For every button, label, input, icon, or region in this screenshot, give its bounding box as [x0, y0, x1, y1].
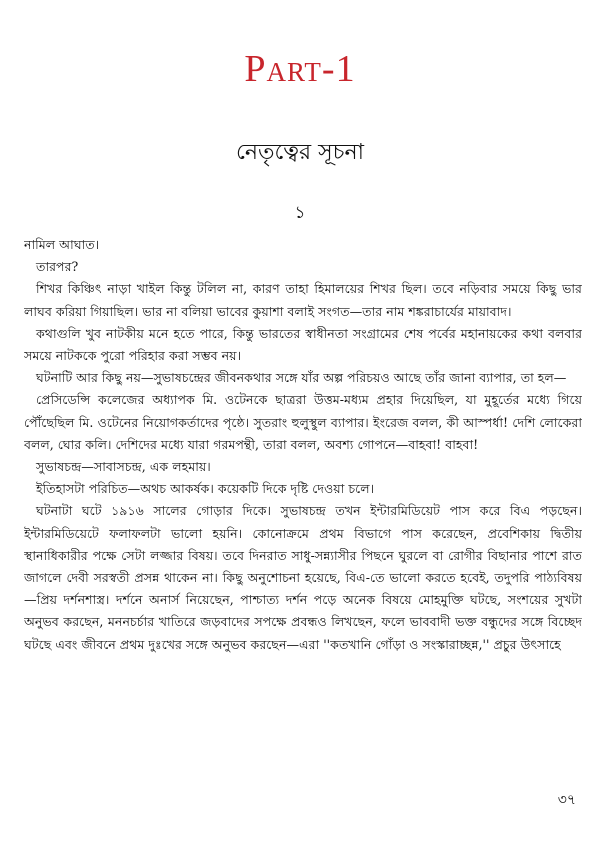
- chapter-title: নেতৃত্বের সূচনা: [235, 140, 365, 165]
- paragraph: ঘটনাটি আর কিছু নয়—সুভাষচন্দ্রের জীবনকথার সঙ্গে যাঁর অল্প পরিচয়ও আছে তাঁর জানা ব্যাপার, তা হল—: [36, 370, 567, 386]
- section-number: ১: [294, 203, 306, 223]
- body-text: [24, 234, 582, 774]
- paragraph: ঘটনাটা ঘটে ১৯১৬ সালের গোড়ার দিকে। সুভাষচন্দ্র তখন ইন্টারমিডিয়েট পাস করে বিএ পড়ছেন। ইন্টারমিডিয়েটে ফলাফলটা ভালো হয়নি। কোনোক্রমে প্রথম বিভাগে পাস করেছেন, প্রবেশিকায় দ্বিতীয় স্থানাধিকারীর পক্ষে সেটা লজ্জার বিষয়। তবে দিনরাত সাধু-সন্ন্যাসীর পিছনে ঘুরলে বা রোগীর বিছানার পাশে রাত জাগলে দেবী সরস্বতী প্রসন্ন থাকেন না। কিছু অনুশোচনা হয়েছে, বিএ-তে ভালো করতে হবেই, তদুপরি পাঠ্যবিষয়—প্রিয় দর্শনশাস্ত্র। দর্শনে অনার্স নিয়েছেন, পাশ্চাত্য দর্শন পড়ে অনেক বিষয়ে মোহমুক্তি ঘটছে, সংশয়ের সুখটা অনুভব করছেন, মননচর্চার খাতিরে জড়বাদের সপক্ষে প্রবন্ধও লিখছেন, ফলে ভাববাদী ভক্ত বন্ধুদের সঙ্গে বিচ্ছেদ ঘটছে এবং জীবনে প্রথম দুঃখের সঙ্গে অনুভব করছেন—এরা ''কতখানি গোঁড়া ও সংস্কারাচ্ছন্ন,'' প্রচুর উৎসাহে: [24, 503, 582, 652]
- paragraph: সুভাষচন্দ্র—সাবাসচন্দ্র, এক লহমায়।: [36, 459, 211, 475]
- part-heading: Part-1: [244, 48, 356, 90]
- paragraph: ইতিহাসটা পরিচিত—অথচ আকর্ষক। কয়েকটি দিকে দৃষ্টি দেওয়া চলে।: [36, 481, 375, 497]
- page-number: ৩৭: [557, 792, 576, 808]
- paragraph: প্রেসিডেন্সি কলেজের অধ্যাপক মি. ওটেনকে ছাত্ররা উত্তম-মধ্যম প্রহার দিয়েছিল, যা মুহূর্তের মধ্যে গিয়ে পৌঁছেছিল মি. ওটেনের নিয়োগকর্তাদের পৃষ্ঠে। সুতরাং হুলুস্থুল ব্যাপার। ইংরেজ বলল, কী আস্পর্ধা! দেশি লোকেরা বলল, ঘোর কলি। দেশিদের মধ্যে যারা গরমপন্থী, তারা বলল, অবশ্য গোপনে—বাহবা! বাহবা!: [24, 392, 582, 452]
- paragraph: নামিল আঘাত।: [24, 237, 100, 252]
- paragraph: শিখর কিঞ্চিৎ নাড়া খাইল কিন্তু টলিল না, কারণ তাহা হিমালয়ের শিখর ছিল। তবে নড়িবার সময়ে কিছু ভার লাঘব করিয়া গিয়াছিল। ভার না বলিয়া ভাবের কুয়াশা বলাই সংগত—তার নাম শঙ্করাচার্যের মায়াবাদ।: [24, 281, 582, 319]
- paragraph: কথাগুলি খুব নাটকীয় মনে হতে পারে, কিন্তু ভারতের স্বাধীনতা সংগ্রামের শেষ পর্বের মহানায়কের কথা বলবার সময়ে নাটককে পুরো পরিহার করা সম্ভব নয়।: [24, 325, 582, 364]
- paragraph: তারপর?: [36, 259, 79, 275]
